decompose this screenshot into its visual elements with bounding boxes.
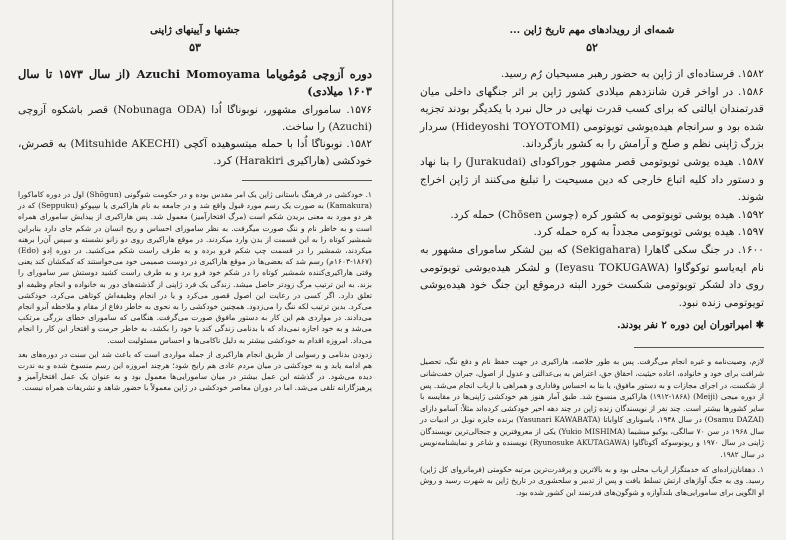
asterisk-icon: ✱ [752,320,764,332]
right-page [394,0,786,540]
footnote: ۱. دهقانان‌زاده‌ای که خدمتگزار ارباب محلی بود و به بالاترین و پرقدرت‌ترین مرتبه حکومتی (فرمانروای کل ژاپن) رسید. وی به جنگ آوازهای ارتش تسلط یافت و پس از تدبیر و سلحشوری در تاریخ ژاپن به شهرت رسید و روش او الگویی برای سامورایی‌های بلندآوازه و شوگون‌های قدرتمند این کشور شده بود. [420,464,764,497]
running-head: شمه‌ای از رویدادهای مهم تاریخ ژاپن ... [509,25,675,36]
entry: ۱۵۷۶. سامورای مشهور، نوبوناگا اُدا (Nobunaga ODA) قصر باشکوه آزوچی (Azuchi) را ساخت. [18,104,372,133]
emperors-note-text: امپراتوران این دوره ۲ نفر بودند. [617,320,753,332]
page-number: ۵۲ [586,41,598,54]
footnote: زدودن بدنامی و رسوایی از طریق انجام هاراکیری از جمله مواردی است که باعث شد این سنت در دوره‌های بعد هم ادامه یابد و به خودکشی در میان مردم عادی هم رایج شود؛ هرچند امروزه این رسم منسوخ شده و به ندرت دیده می‌شود. در گذشته این عمل بیشتر در میان سامورایی‌ها معمول بود و به عنوان یک عمل افتخارآمیز و پرهیزگارانه تلقی می‌شد. اما در دوران معاصر خودکشی در ژاپن معمولاً با حضور شاهد و تشریفات همراه نیست. [18,349,372,393]
left-page [0,0,392,540]
entry: ۱۵۸۶. در اواخر قرن شانزدهم میلادی کشور ژاپن بر اثر جنگهای داخلی میان قدرتمندان ایالتی که برای کسب قدرت نهایی در حال نبرد با یکدیگر بودند تجزیه شده بود و سرانجام هیده‌یوشی تویوتومی (Hideyoshi TOYOTOMI) سردار بزرگ ژاپنی نظم و صلح و آرامش را به کشور بازگرداند. [420,85,765,151]
page-number: ۵۳ [189,41,201,54]
section-heading: دوره آزوچی مُومُویاما Azuchi Momoyama (از سال ۱۵۷۳ تا سال ۱۶۰۳ میلادی) [18,67,372,98]
emperors-note [420,318,764,333]
entry: ۱۵۸۲. فرستاده‌ای از ژاپن به حضور رهبر مسیحیان رُم رسید. [500,68,764,80]
entry: ۱۵۸۷. هیده یوشی تویوتومی قصر مشهور جوراکودای (Jurakudai) را بنا نهاد و دستور داد کلیه اتباع خارجی که دین مسیحیت را تبلیغ می‌کنند از ژاپن اخراج شوند. [420,155,764,204]
entry-list [18,102,372,170]
entry: ۱۵۹۷. هیده یوشی تویوتومی مجدداً به کره حمله کرد. [533,226,764,239]
entry: ۱۵۹۲. هیده یوشی تویوتومی به کشور کره (چوسن Chōsen) حمله کرد. [450,208,764,221]
entry: ۱۵۸۲. نوبوناگا اُدا با حمله میتسوهیده آکچی (Mitsuhide AKECHI) به قصرش، خودکشی (هاراکیری Harakiri) کرد. [18,138,372,167]
running-head: جشنها و آیینهای ژاپنی [150,25,240,36]
footnote: لازم، وصیت‌نامه و غیره انجام می‌گرفت. پس به طور خلاصه، هاراکیری در جهت حفظ نام و دفع ننگ، تحصیل شرافت برای خود و خانواده، اعاده حیثیت، احقاق حق، اعتراض به بی‌عدالتی و عدول از اصول، جبران خفت‌شانی از شکست، در اجرای مجازات و به دستور مافوق، یا بنا به احساس وفاداری و همراهی با ارباب انجام می‌شد. پس از دوره میجی (Meiji) (۱۹۱۲-۱۸۶۸) هاراکیری منسوخ شد. طبق آمار هنوز هم خودکشی ژاپنی‌ها در مقایسه با سایر کشورها بیشتر است. چند نفر از نویسندگان زنده ژاپن در چند دهه اخیر خودکشی کرده‌اند مثلاً: آسامو دازای (Osamu DAZAI) در سال ۱۹۴۸، یاسوناری کاواباتا (Yasunari KAWABATA) برنده جایزه نوبل در ادبیات در سال ۱۹۶۸ در سن ۷۰ سالگی، یوکیو میشیما (Yukio MISHIMA) یکی از معروفترین و جنجالی‌ترین نویسندگان ژاپنی در سال ۱۹۷۰ و ریونوسوکه آکوتاگاوا (Ryunosuke AKUTAGAWA) نویسنده و شاعر و نمایشنامه‌نویس در سال ۱۹۸۲. [420,357,765,460]
entry: ۱۶۰۰. در جنگ سکی گاهارا (Sekigahara) که بین لشکر سامورای مشهور به نام ایه‌یاسو توکوگاوا (Ieyasu TOKUGAWA) و لشکر هیده‌یوشی تویوتومی روی داد لشکر تویوتومی شکست خورد البته درموقع این جنگ خود هیده‌یوشی تویوتومی زنده نبود. [420,243,764,309]
footnote-divider [634,347,764,348]
footnote: ۱. خودکشی در فرهنگ باستانی ژاپن یک امر مقدس بوده و در حکومت شوگونی (Shōgun) اول در دوره کاماکورا (Kamakura) به صورت یک رسم مورد قبول واقع شد و در جامعه به نام هاراکیری یا سِپوکو (Seppuku) که در هر دو مورد به معنی بریدن شکم است (مرگ افتخارآمیز) معمول شد. پس هاراکیری از پیدایش سامورای همراه است و به خاطر نام و ننگ صورت میگرفت. به نظر سامورای احساس و ریح انسان در شکم جای دارد بنابراین شمشیر کوتاه را به این قسمت از بدن وارد میکردند. در موقع هاراکیری روی دو زانو نشسته و سپس آن‌را برهنه میکردند، شمشیر را در قسمت چپ شکم فرو برده و به طرف راست شکم می‌کشید. در دوره اِدو (Edo) (۱۶۰۳-۱۸۶۷م) رسم شد که بعضی‌ها در موقع هاراکیری در دوست صمیمی خود می‌خواستند که کمکشان کند یعنی وقتی هاراکیری‌کننده شمشیر کوتاه را در شکم خود فرو برد و به طرف راست کشید دوستش سر سامورای را بزند. به این ترتیب مرگ زودتر حاصل میشد. زندگی یک فرد ژاپنی از گذشته‌های دور به خانواده و انجام وظیفه او تعلق دارد. اگر کسی در رعایت این اصول قصور می‌کرد و یا در انجام وظیفه‌اش کوتاهی می‌کرد، خودکشی می‌کرد. بدین ترتیب لکه ننگ را می‌زدود. همچنین خودکشی را به نحوی به خاطر دفاع از مقام و ملاحظه آبرو انجام می‌دادند. در مواردی هم این کار به دستور مافوق صورت می‌گرفت. هنگامی که سامورای خطای بزرگی مرتکب می‌شد و به خود اجازه نمی‌داد که با بدنامی زندگی کند یا خود را بکشد، به خاطر حرمت و افتخار این کار را انجام می‌داد. امروزه اقدام به خودکشی بیشتر به دلیل ناکامی‌ها و احساس مسئولیت است. [18,190,373,345]
footnote-divider [242,180,372,181]
entry-list [420,66,764,312]
